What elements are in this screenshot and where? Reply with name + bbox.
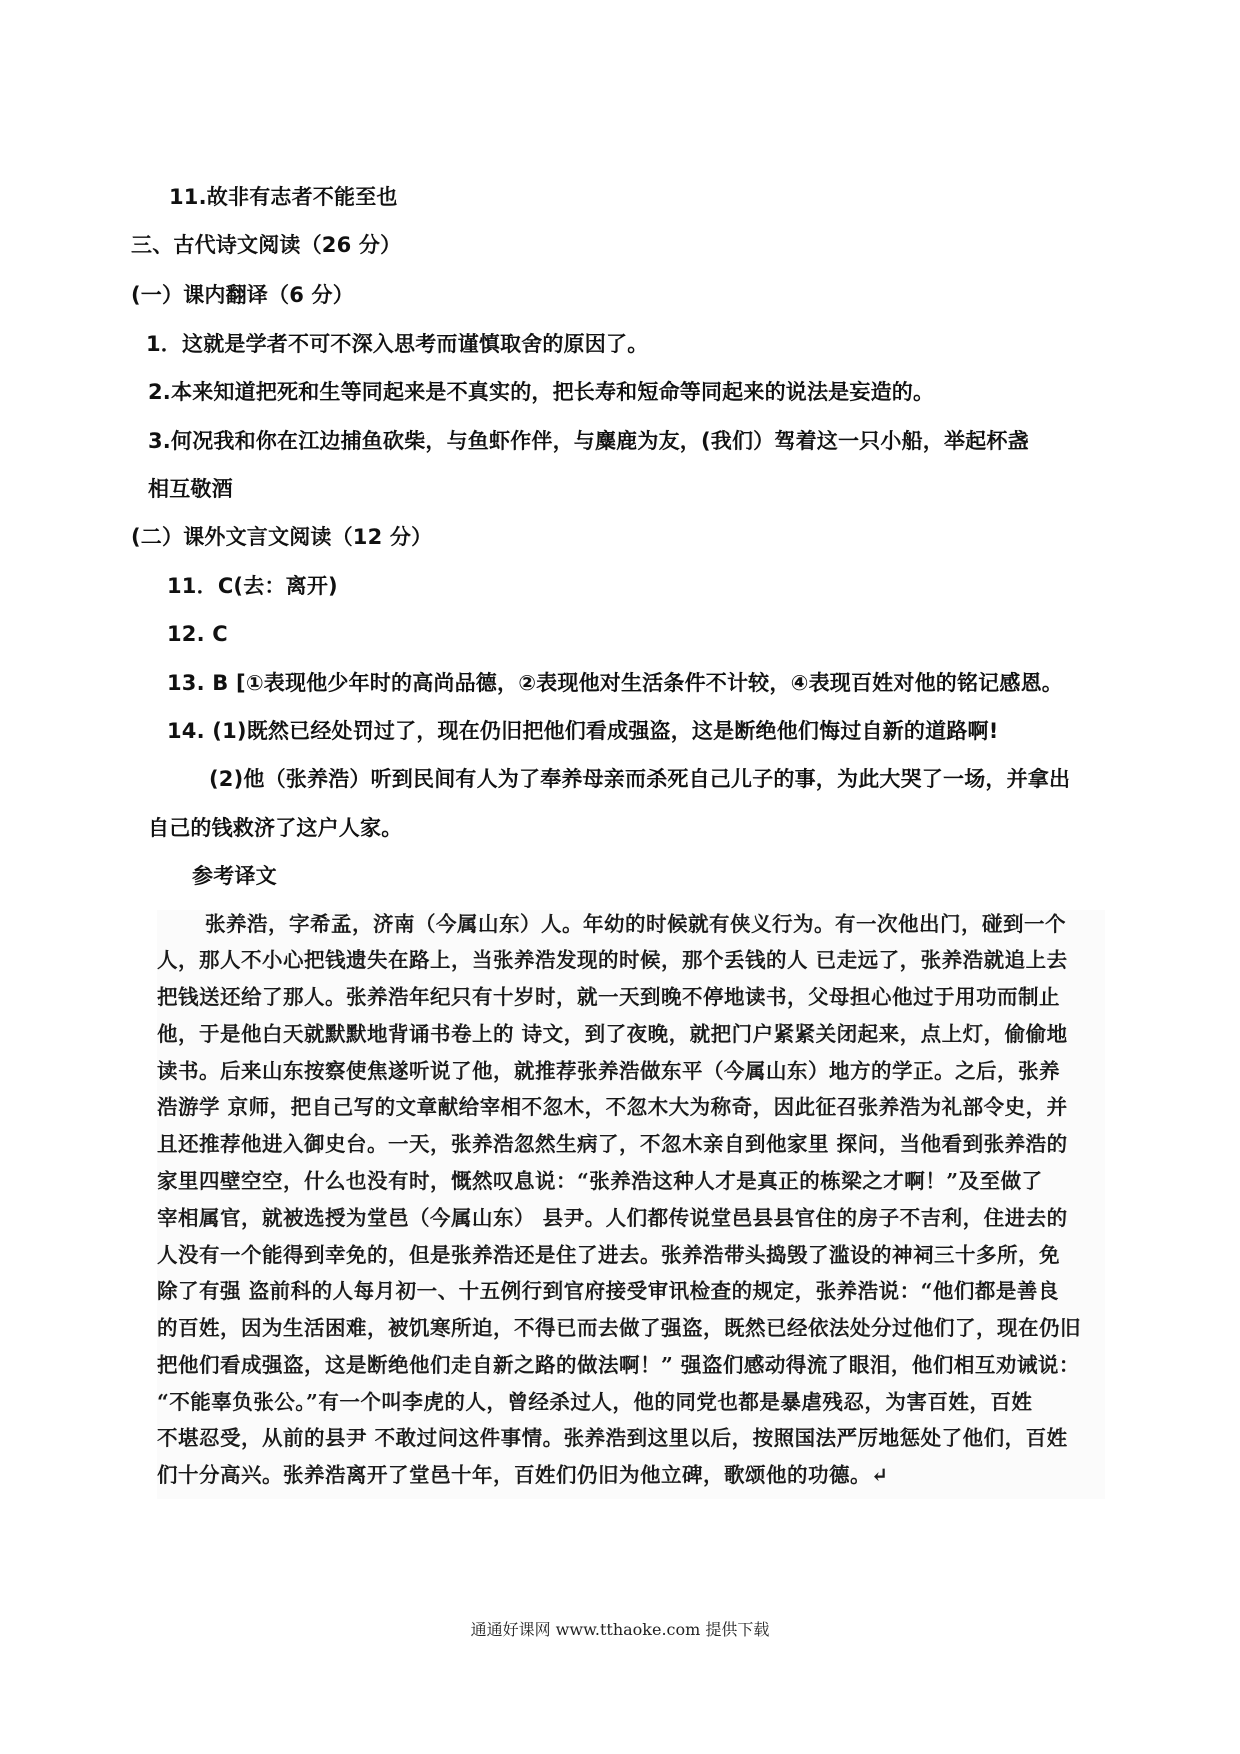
translation-line: “不能辜负张公。”有一个叫李虎的人，曾经杀过人，他的同党也都是暴虐残忍，为害百姓，百姓	[157, 1390, 1033, 1414]
translation-answer-3-line2: 相互敬酒	[148, 477, 233, 501]
translation-line: 把他们看成强盗，这是断绝他们走自新之路的做法啊！” 强盗们感动得流了眼泪，他们相互劝诫说：	[157, 1353, 1080, 1377]
translation-line: 浩游学 京师，把自己写的文章献给宰相不忽木，不忽木大为称奇，因此征召张养浩为礼部令史，并	[157, 1095, 1068, 1119]
translation-line: 把钱送还给了那人。张养浩年纪只有十岁时，就一天到晚不停地读书，父母担心他过于用功而制止	[157, 985, 1060, 1009]
translation-line: 人，那人不小心把钱遗失在路上，当张养浩发现的时候，那个丢钱的人 已走远了，张养浩就追上去	[157, 948, 1068, 972]
translation-line: 他，于是他白天就默默地背诵书卷上的 诗文，到了夜晚，就把门户紧紧关闭起来，点上灯，偷偷地	[157, 1022, 1068, 1046]
translation-line: 们十分高兴。张养浩离开了堂邑十年，百姓们仍旧为他立碑，歌颂他的功德。↵	[157, 1463, 889, 1487]
scanned-translation-block	[157, 910, 1105, 1499]
translation-answer-1: 1．这就是学者不可不深入思考而谨慎取舍的原因了。	[146, 332, 649, 356]
translation-line: 且还推荐他进入御史台。一天，张养浩忽然生病了，不忽木亲自到他家里 探问，当他看到张养浩的	[157, 1132, 1068, 1156]
answer-12: 12. C	[167, 622, 228, 646]
answer-11: 11．C(去：离开)	[167, 574, 338, 598]
translation-line: 的百姓，因为生活困难，被饥寒所迫，不得已而去做了强盗，既然已经依法处分过他们了，现在仍旧	[157, 1316, 1081, 1340]
translation-line: 家里四壁空空，什么也没有时，慨然叹息说：“张养浩这种人才是真正的栋梁之才啊！”及至做了	[157, 1169, 1043, 1193]
translation-line: 除了有强 盗前科的人每月初一、十五例行到官府接受审讯检查的规定，张养浩说：“他们都是善良	[157, 1279, 1059, 1303]
translation-line: 读书。后来山东按察使焦遂听说了他，就推荐张养浩做东平（今属山东）地方的学正。之后，张养	[157, 1059, 1060, 1083]
translation-line: 宰相属官，就被选授为堂邑（今属山东） 县尹。人们都传说堂邑县县官住的房子不吉利，住进去的	[157, 1206, 1068, 1230]
translation-answer-3-line1: 3.何况我和你在江边捕鱼砍柴，与鱼虾作伴，与麋鹿为友，(我们）驾着这一只小船，举起杯盏	[148, 429, 1029, 453]
page-footer: 通通好课网 www.tthaoke.com 提供下载	[470, 1620, 770, 1639]
translation-line: 人没有一个能得到幸免的，但是张养浩还是住了进去。张养浩带头捣毁了滥设的神祠三十多所，免	[157, 1243, 1060, 1267]
part-title-in-class: (一）课内翻译（6 分）	[131, 283, 354, 307]
answer-14-part1: 14. (1)既然已经处罚过了，现在仍旧把他们看成强盗，这是断绝他们悔过自新的道路啊!	[167, 719, 999, 743]
reference-translation-title: 参考译文	[192, 864, 277, 888]
section-title: 三、古代诗文阅读（26 分）	[131, 233, 402, 257]
answer-14-part2-line1: (2)他（张养浩）听到民间有人为了奉养母亲而杀死自己儿子的事，为此大哭了一场，并拿出	[209, 767, 1071, 791]
part-title-extracurricular: (二）课外文言文阅读（12 分）	[131, 525, 433, 549]
answer-14-part2-line2: 自己的钱救济了这户人家。	[148, 816, 403, 840]
translation-line: 张养浩，字希孟，济南（今属山东）人。年幼的时候就有侠义行为。有一次他出门，碰到一个	[205, 912, 1066, 936]
answer-13: 13. B [①表现他少年时的高尚品德，②表现他对生活条件不计较，④表现百姓对他的铭记感恩。	[167, 671, 1063, 695]
translation-answer-2: 2.本来知道把死和生等同起来是不真实的，把长寿和短命等同起来的说法是妄造的。	[148, 380, 935, 404]
translation-line: 不堪忍受，从前的县尹 不敢过问这件事情。张养浩到这里以后，按照国法严厉地惩处了他们，百姓	[157, 1426, 1068, 1450]
answer-item-11: 11.故非有志者不能至也	[169, 185, 398, 209]
